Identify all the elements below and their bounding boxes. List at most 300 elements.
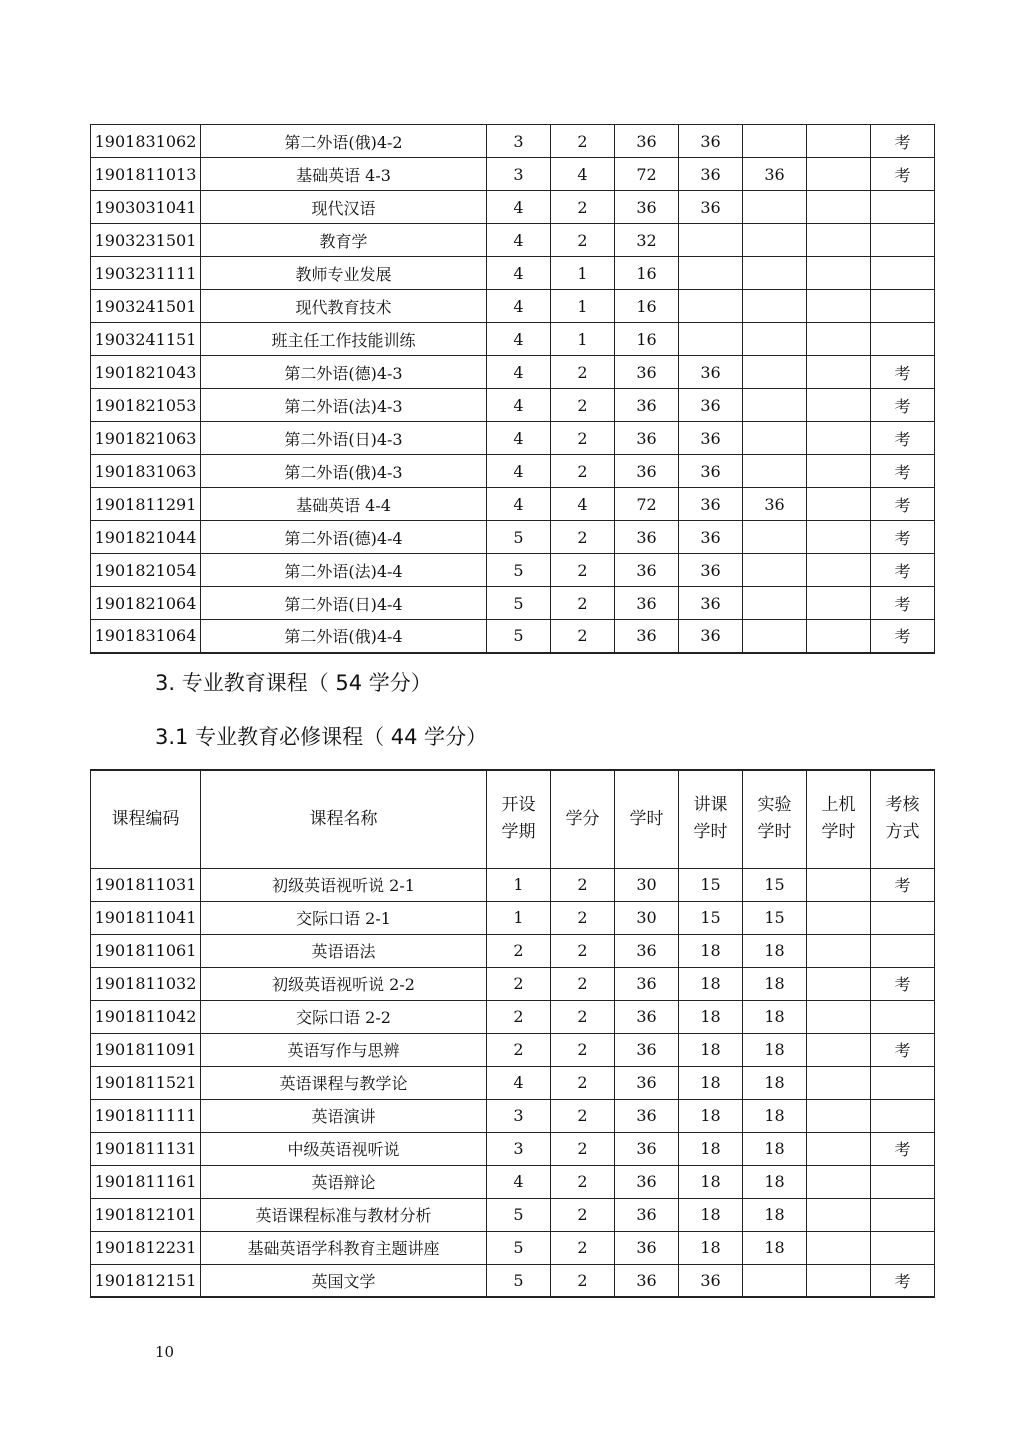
course-code-cell: 1901811111: [91, 1099, 201, 1132]
course-code-cell: 1901821044: [91, 521, 201, 554]
hours-cell: 36: [615, 1264, 679, 1297]
hours-cell: 36: [615, 1033, 679, 1066]
credit-cell: 2: [551, 191, 615, 224]
column-header: 实验 学时: [743, 770, 807, 868]
semester-cell: 4: [487, 422, 551, 455]
semester-cell: 3: [487, 125, 551, 158]
hours-cell: 36: [615, 967, 679, 1000]
table-row: [91, 224, 935, 257]
credit-cell: 2: [551, 1066, 615, 1099]
table-row: [91, 1000, 935, 1033]
course-name-cell: 第二外语(日)4-4: [201, 587, 487, 620]
course-name-cell: 教师专业发展: [201, 257, 487, 290]
hours-cell: 36: [615, 191, 679, 224]
table-row: [91, 934, 935, 967]
credit-cell: 2: [551, 521, 615, 554]
table-row: [91, 323, 935, 356]
hours-cell: 36: [615, 1231, 679, 1264]
computer-hours-cell: [807, 422, 871, 455]
lecture-hours-cell: 36: [679, 125, 743, 158]
lab-hours-cell: 18: [743, 1099, 807, 1132]
semester-cell: 5: [487, 1231, 551, 1264]
computer-hours-cell: [807, 356, 871, 389]
semester-cell: 4: [487, 1165, 551, 1198]
credit-cell: 1: [551, 323, 615, 356]
lab-hours-cell: [743, 587, 807, 620]
computer-hours-cell: [807, 290, 871, 323]
lecture-hours-cell: 36: [679, 356, 743, 389]
assessment-cell: 考: [871, 868, 935, 901]
lab-hours-cell: 18: [743, 1066, 807, 1099]
table-row: [91, 389, 935, 422]
lecture-hours-cell: 36: [679, 455, 743, 488]
table-row: [91, 1066, 935, 1099]
credit-cell: 2: [551, 1033, 615, 1066]
credit-cell: 2: [551, 422, 615, 455]
assessment-cell: [871, 224, 935, 257]
hours-cell: 36: [615, 934, 679, 967]
computer-hours-cell: [807, 587, 871, 620]
lab-hours-cell: 18: [743, 1132, 807, 1165]
lecture-hours-cell: 18: [679, 1198, 743, 1231]
course-name-cell: 基础英语学科教育主题讲座: [201, 1231, 487, 1264]
assessment-cell: 考: [871, 521, 935, 554]
course-code-cell: 1903231501: [91, 224, 201, 257]
hours-cell: 32: [615, 224, 679, 257]
table-row: [91, 1231, 935, 1264]
assessment-cell: 考: [871, 158, 935, 191]
semester-cell: 4: [487, 455, 551, 488]
course-code-cell: 1901811161: [91, 1165, 201, 1198]
course-name-cell: 班主任工作技能训练: [201, 323, 487, 356]
hours-cell: 36: [615, 389, 679, 422]
credit-cell: 2: [551, 1132, 615, 1165]
course-code-cell: 1901811042: [91, 1000, 201, 1033]
computer-hours-cell: [807, 158, 871, 191]
course-name-cell: 基础英语 4-3: [201, 158, 487, 191]
lab-hours-cell: [743, 356, 807, 389]
assessment-cell: 考: [871, 620, 935, 653]
lecture-hours-cell: 36: [679, 488, 743, 521]
lab-hours-cell: [743, 554, 807, 587]
semester-cell: 5: [487, 1198, 551, 1231]
column-header: 开设 学期: [487, 770, 551, 868]
hours-cell: 36: [615, 125, 679, 158]
column-header: 讲课 学时: [679, 770, 743, 868]
course-code-cell: 1901812231: [91, 1231, 201, 1264]
course-name-cell: 英国文学: [201, 1264, 487, 1297]
course-name-cell: 第二外语(德)4-4: [201, 521, 487, 554]
table-row: [91, 290, 935, 323]
table-row: [91, 901, 935, 934]
computer-hours-cell: [807, 488, 871, 521]
assessment-cell: 考: [871, 356, 935, 389]
computer-hours-cell: [807, 1198, 871, 1231]
table-row: [91, 1099, 935, 1132]
semester-cell: 5: [487, 521, 551, 554]
lab-hours-cell: 18: [743, 1000, 807, 1033]
computer-hours-cell: [807, 1099, 871, 1132]
page-number: 10: [155, 1343, 175, 1361]
course-code-cell: 1901811521: [91, 1066, 201, 1099]
column-header: 课程名称: [201, 770, 487, 868]
credit-cell: 2: [551, 455, 615, 488]
assessment-cell: 考: [871, 488, 935, 521]
course-name-cell: 初级英语视听说 2-2: [201, 967, 487, 1000]
hours-cell: 36: [615, 422, 679, 455]
hours-cell: 72: [615, 158, 679, 191]
hours-cell: 36: [615, 1099, 679, 1132]
hours-cell: 16: [615, 290, 679, 323]
hours-cell: 72: [615, 488, 679, 521]
semester-cell: 4: [487, 488, 551, 521]
lecture-hours-cell: 18: [679, 1132, 743, 1165]
lecture-hours-cell: [679, 323, 743, 356]
credit-cell: 2: [551, 356, 615, 389]
course-name-cell: 交际口语 2-2: [201, 1000, 487, 1033]
computer-hours-cell: [807, 389, 871, 422]
assessment-cell: 考: [871, 389, 935, 422]
table-row: [91, 1198, 935, 1231]
lab-hours-cell: [743, 191, 807, 224]
table-row: [91, 620, 935, 653]
assessment-cell: [871, 934, 935, 967]
lecture-hours-cell: 15: [679, 901, 743, 934]
assessment-cell: [871, 1165, 935, 1198]
column-header: 课程编码: [91, 770, 201, 868]
hours-cell: 36: [615, 1198, 679, 1231]
hours-cell: 36: [615, 587, 679, 620]
assessment-cell: 考: [871, 554, 935, 587]
course-name-cell: 英语课程标准与教材分析: [201, 1198, 487, 1231]
semester-cell: 2: [487, 1033, 551, 1066]
lab-hours-cell: 18: [743, 1033, 807, 1066]
semester-cell: 4: [487, 1066, 551, 1099]
assessment-cell: [871, 1000, 935, 1033]
hours-cell: 30: [615, 868, 679, 901]
assessment-cell: [871, 1231, 935, 1264]
lecture-hours-cell: 18: [679, 1231, 743, 1264]
lecture-hours-cell: 18: [679, 967, 743, 1000]
section-heading: 3. 专业教育课程（ 54 学分）: [155, 671, 432, 695]
computer-hours-cell: [807, 934, 871, 967]
semester-cell: 5: [487, 620, 551, 653]
credit-cell: 2: [551, 901, 615, 934]
course-table-continued: [90, 124, 935, 654]
hours-cell: 36: [615, 620, 679, 653]
course-name-cell: 现代教育技术: [201, 290, 487, 323]
lab-hours-cell: 18: [743, 934, 807, 967]
course-code-cell: 1901831062: [91, 125, 201, 158]
computer-hours-cell: [807, 1033, 871, 1066]
assessment-cell: [871, 191, 935, 224]
computer-hours-cell: [807, 1264, 871, 1297]
credit-cell: 2: [551, 1231, 615, 1264]
semester-cell: 4: [487, 224, 551, 257]
course-code-cell: 1903241151: [91, 323, 201, 356]
course-code-cell: 1901831064: [91, 620, 201, 653]
hours-cell: 16: [615, 257, 679, 290]
lab-hours-cell: 15: [743, 868, 807, 901]
course-code-cell: 1901811291: [91, 488, 201, 521]
semester-cell: 4: [487, 290, 551, 323]
computer-hours-cell: [807, 323, 871, 356]
assessment-cell: [871, 1066, 935, 1099]
hours-cell: 30: [615, 901, 679, 934]
credit-cell: 4: [551, 488, 615, 521]
course-table-body: [91, 125, 935, 653]
lab-hours-cell: [743, 620, 807, 653]
column-header: 上机 学时: [807, 770, 871, 868]
lecture-hours-cell: 18: [679, 1000, 743, 1033]
course-name-cell: 第二外语(法)4-3: [201, 389, 487, 422]
computer-hours-cell: [807, 1000, 871, 1033]
course-code-cell: 1903031041: [91, 191, 201, 224]
lecture-hours-cell: 18: [679, 1099, 743, 1132]
course-name-cell: 基础英语 4-4: [201, 488, 487, 521]
subsection-heading: 3.1 专业教育必修课程（ 44 学分）: [155, 725, 488, 749]
lecture-hours-cell: 18: [679, 1066, 743, 1099]
lecture-hours-cell: 18: [679, 934, 743, 967]
computer-hours-cell: [807, 620, 871, 653]
semester-cell: 3: [487, 1132, 551, 1165]
course-name-cell: 第二外语(俄)4-3: [201, 455, 487, 488]
assessment-cell: 考: [871, 422, 935, 455]
assessment-cell: [871, 290, 935, 323]
hours-cell: 36: [615, 455, 679, 488]
credit-cell: 2: [551, 224, 615, 257]
assessment-cell: 考: [871, 587, 935, 620]
lab-hours-cell: 18: [743, 967, 807, 1000]
lab-hours-cell: 18: [743, 1198, 807, 1231]
computer-hours-cell: [807, 1132, 871, 1165]
lab-hours-cell: [743, 389, 807, 422]
credit-cell: 2: [551, 1264, 615, 1297]
credit-cell: 2: [551, 620, 615, 653]
course-name-cell: 英语课程与教学论: [201, 1066, 487, 1099]
lecture-hours-cell: 36: [679, 587, 743, 620]
assessment-cell: 考: [871, 1033, 935, 1066]
assessment-cell: 考: [871, 455, 935, 488]
table-row: [91, 488, 935, 521]
computer-hours-cell: [807, 554, 871, 587]
credit-cell: 2: [551, 587, 615, 620]
lab-hours-cell: [743, 125, 807, 158]
hours-cell: 36: [615, 1132, 679, 1165]
computer-hours-cell: [807, 1231, 871, 1264]
semester-cell: 5: [487, 1264, 551, 1297]
lab-hours-cell: [743, 224, 807, 257]
course-name-cell: 第二外语(德)4-3: [201, 356, 487, 389]
semester-cell: 4: [487, 257, 551, 290]
lab-hours-cell: [743, 257, 807, 290]
table-row: [91, 356, 935, 389]
table-header-row: [91, 770, 935, 868]
assessment-cell: [871, 1099, 935, 1132]
hours-cell: 36: [615, 1165, 679, 1198]
semester-cell: 1: [487, 868, 551, 901]
course-code-cell: 1901821064: [91, 587, 201, 620]
course-name-cell: 第二外语(法)4-4: [201, 554, 487, 587]
table-row: [91, 158, 935, 191]
lecture-hours-cell: 36: [679, 389, 743, 422]
semester-cell: 5: [487, 554, 551, 587]
table-row: [91, 1165, 935, 1198]
lecture-hours-cell: 36: [679, 191, 743, 224]
computer-hours-cell: [807, 191, 871, 224]
credit-cell: 4: [551, 158, 615, 191]
course-name-cell: 第二外语(日)4-3: [201, 422, 487, 455]
computer-hours-cell: [807, 125, 871, 158]
column-header: 学时: [615, 770, 679, 868]
course-name-cell: 初级英语视听说 2-1: [201, 868, 487, 901]
computer-hours-cell: [807, 257, 871, 290]
lab-hours-cell: [743, 455, 807, 488]
table-row: [91, 191, 935, 224]
column-header: 学分: [551, 770, 615, 868]
hours-cell: 36: [615, 554, 679, 587]
course-code-cell: 1901811013: [91, 158, 201, 191]
lecture-hours-cell: 36: [679, 620, 743, 653]
hours-cell: 36: [615, 1000, 679, 1033]
semester-cell: 3: [487, 1099, 551, 1132]
lecture-hours-cell: 15: [679, 868, 743, 901]
course-code-cell: 1903241501: [91, 290, 201, 323]
semester-cell: 4: [487, 389, 551, 422]
computer-hours-cell: [807, 901, 871, 934]
assessment-cell: [871, 323, 935, 356]
credit-cell: 2: [551, 554, 615, 587]
course-code-cell: 1901831063: [91, 455, 201, 488]
course-name-cell: 英语写作与思辨: [201, 1033, 487, 1066]
course-name-cell: 第二外语(俄)4-4: [201, 620, 487, 653]
credit-cell: 2: [551, 868, 615, 901]
course-code-cell: 1901821053: [91, 389, 201, 422]
semester-cell: 2: [487, 934, 551, 967]
semester-cell: 5: [487, 587, 551, 620]
course-code-cell: 1901811032: [91, 967, 201, 1000]
credit-cell: 1: [551, 257, 615, 290]
lab-hours-cell: 18: [743, 1231, 807, 1264]
credit-cell: 2: [551, 1198, 615, 1231]
course-name-cell: 中级英语视听说: [201, 1132, 487, 1165]
lecture-hours-cell: 36: [679, 1264, 743, 1297]
lab-hours-cell: 36: [743, 158, 807, 191]
assessment-cell: 考: [871, 125, 935, 158]
hours-cell: 16: [615, 323, 679, 356]
credit-cell: 2: [551, 125, 615, 158]
course-code-cell: 1901812151: [91, 1264, 201, 1297]
semester-cell: 4: [487, 323, 551, 356]
lecture-hours-cell: 36: [679, 554, 743, 587]
lab-hours-cell: [743, 1264, 807, 1297]
credit-cell: 2: [551, 389, 615, 422]
lab-hours-cell: 18: [743, 1165, 807, 1198]
table-row: [91, 422, 935, 455]
semester-cell: 3: [487, 158, 551, 191]
assessment-cell: 考: [871, 967, 935, 1000]
course-code-cell: 1901811031: [91, 868, 201, 901]
course-name-cell: 交际口语 2-1: [201, 901, 487, 934]
course-code-cell: 1901821054: [91, 554, 201, 587]
credit-cell: 2: [551, 1165, 615, 1198]
course-name-cell: 英语语法: [201, 934, 487, 967]
course-name-cell: 第二外语(俄)4-2: [201, 125, 487, 158]
course-table-body: [91, 868, 935, 1297]
course-code-cell: 1901811091: [91, 1033, 201, 1066]
lecture-hours-cell: 36: [679, 521, 743, 554]
assessment-cell: 考: [871, 1132, 935, 1165]
computer-hours-cell: [807, 868, 871, 901]
table-row: [91, 587, 935, 620]
credit-cell: 2: [551, 1000, 615, 1033]
semester-cell: 4: [487, 191, 551, 224]
lecture-hours-cell: 18: [679, 1033, 743, 1066]
table-row: [91, 455, 935, 488]
hours-cell: 36: [615, 356, 679, 389]
lab-hours-cell: 15: [743, 901, 807, 934]
table-row: [91, 868, 935, 901]
course-name-cell: 教育学: [201, 224, 487, 257]
course-name-cell: 英语演讲: [201, 1099, 487, 1132]
credit-cell: 2: [551, 967, 615, 1000]
computer-hours-cell: [807, 1066, 871, 1099]
course-code-cell: 1903231111: [91, 257, 201, 290]
course-code-cell: 1901812101: [91, 1198, 201, 1231]
lecture-hours-cell: 18: [679, 1165, 743, 1198]
course-code-cell: 1901811061: [91, 934, 201, 967]
table-row: [91, 521, 935, 554]
course-code-cell: 1901811131: [91, 1132, 201, 1165]
credit-cell: 2: [551, 1099, 615, 1132]
lecture-hours-cell: 36: [679, 422, 743, 455]
lab-hours-cell: [743, 323, 807, 356]
semester-cell: 2: [487, 1000, 551, 1033]
course-code-cell: 1901821043: [91, 356, 201, 389]
table-row: [91, 967, 935, 1000]
course-code-cell: 1901821063: [91, 422, 201, 455]
table-row: [91, 554, 935, 587]
lab-hours-cell: 36: [743, 488, 807, 521]
assessment-cell: [871, 1198, 935, 1231]
semester-cell: 1: [487, 901, 551, 934]
table-row: [91, 1132, 935, 1165]
course-code-cell: 1901811041: [91, 901, 201, 934]
required-course-table: [90, 769, 935, 1298]
assessment-cell: [871, 257, 935, 290]
table-row: [91, 257, 935, 290]
lecture-hours-cell: [679, 290, 743, 323]
lab-hours-cell: [743, 422, 807, 455]
column-header: 考核 方式: [871, 770, 935, 868]
credit-cell: 2: [551, 934, 615, 967]
table-row: [91, 1033, 935, 1066]
computer-hours-cell: [807, 224, 871, 257]
table-row: [91, 125, 935, 158]
computer-hours-cell: [807, 1165, 871, 1198]
semester-cell: 4: [487, 356, 551, 389]
lab-hours-cell: [743, 290, 807, 323]
assessment-cell: 考: [871, 1264, 935, 1297]
hours-cell: 36: [615, 521, 679, 554]
lab-hours-cell: [743, 521, 807, 554]
credit-cell: 1: [551, 290, 615, 323]
lecture-hours-cell: 36: [679, 158, 743, 191]
computer-hours-cell: [807, 455, 871, 488]
table-row: [91, 1264, 935, 1297]
lecture-hours-cell: [679, 257, 743, 290]
computer-hours-cell: [807, 967, 871, 1000]
